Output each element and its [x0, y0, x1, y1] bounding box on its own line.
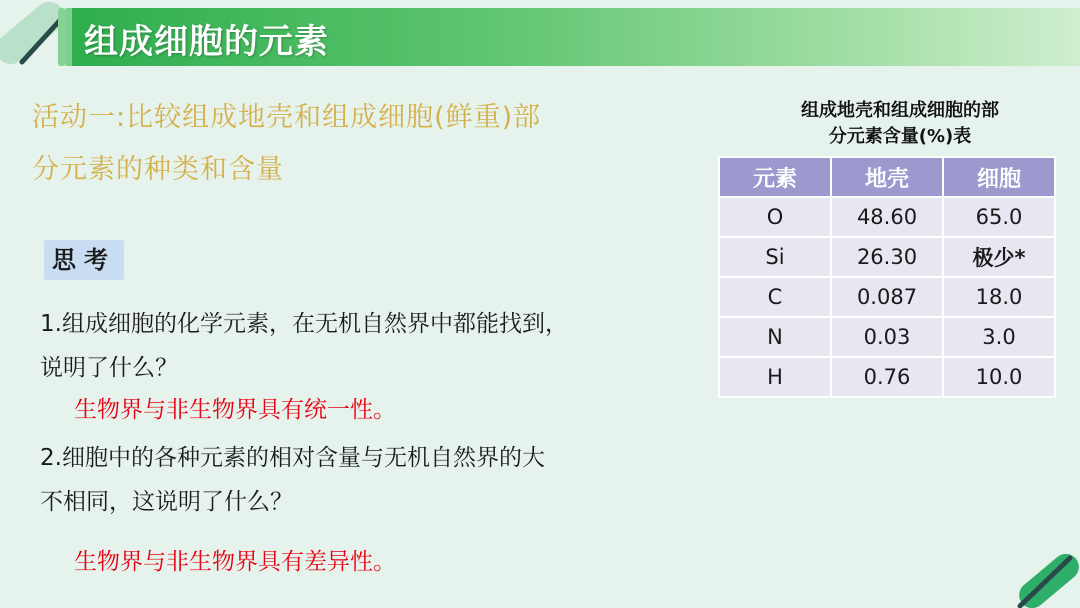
table-row	[719, 277, 1055, 317]
title-bar-grip	[58, 8, 66, 66]
corner-decoration-bottom-icon	[1000, 538, 1080, 608]
activity-text	[32, 92, 632, 196]
cell-cell: 65.0	[943, 197, 1055, 237]
header-element: 元素	[719, 157, 831, 197]
cell-crust: 48.60	[831, 197, 943, 237]
table-row	[719, 317, 1055, 357]
answer-1: 生物界与非生物界具有统一性。	[74, 397, 396, 423]
element-content-table	[718, 156, 1056, 398]
activity-line-2: 分元素的种类和含量	[32, 154, 284, 185]
table-row	[719, 357, 1055, 397]
title-bar	[66, 8, 1080, 66]
cell-element: N	[719, 317, 831, 357]
table-title	[760, 98, 1040, 150]
question-1	[40, 302, 680, 390]
cell-cell: 18.0	[943, 277, 1055, 317]
cell-cell: 3.0	[943, 317, 1055, 357]
cell-element: H	[719, 357, 831, 397]
header-crust: 地壳	[831, 157, 943, 197]
page-title: 组成细胞的元素	[84, 22, 329, 62]
question-1-line-2: 说明了什么？	[40, 355, 178, 381]
question-2	[40, 436, 680, 524]
table-row	[719, 237, 1055, 277]
question-2-line-2: 不相同，这说明了什么？	[40, 489, 293, 515]
cell-element: Si	[719, 237, 831, 277]
cell-crust: 26.30	[831, 237, 943, 277]
question-1-line-1: 1.组成细胞的化学元素，在无机自然界中都能找到，	[40, 311, 568, 337]
cell-crust: 0.087	[831, 277, 943, 317]
cell-cell: 极少*	[943, 237, 1055, 277]
cell-element: C	[719, 277, 831, 317]
think-badge: 思考	[44, 240, 124, 280]
question-2-line-1: 2.细胞中的各种元素的相对含量与无机自然界的大	[40, 445, 545, 471]
cell-element: O	[719, 197, 831, 237]
table-row	[719, 197, 1055, 237]
header-cell: 细胞	[943, 157, 1055, 197]
table-title-line-2: 分元素含量(%)表	[828, 126, 972, 147]
cell-cell: 10.0	[943, 357, 1055, 397]
table-title-line-1: 组成地壳和组成细胞的部	[801, 100, 999, 121]
answer-2: 生物界与非生物界具有差异性。	[74, 549, 396, 575]
activity-line-1: 活动一:比较组成地壳和组成细胞(鲜重)部	[32, 102, 542, 133]
cell-crust: 0.76	[831, 357, 943, 397]
cell-crust: 0.03	[831, 317, 943, 357]
table-header-row	[719, 157, 1055, 197]
